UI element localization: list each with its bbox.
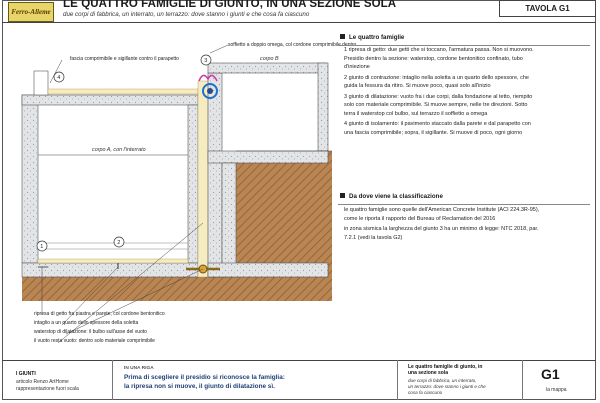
basement-slab-a	[22, 263, 198, 277]
corpo-b-wall-left	[208, 73, 222, 277]
svg-text:2: 2	[117, 240, 121, 246]
desc-sub-2: un terrazzo: dove stanno i giunti e che	[408, 384, 486, 389]
marker-2	[114, 237, 124, 247]
footer-col-divider	[397, 360, 398, 400]
riga-label: IN UNA RIGA	[124, 366, 154, 371]
label-corpo-a: corpo A, con l'interrato	[92, 147, 146, 153]
leader-line	[210, 45, 228, 53]
page-subtitle: due corpi di fabbrica, un interrato, un terrazzo: dove stanno i giunti e che cosa fa ciascuno	[63, 11, 310, 18]
classification-item-1: le quattro famiglie sono quelle dell'American Concrete Institute (ACI 224.3R-95), come le riporta il rapporto del Bureau of Reclamation del 2016	[344, 207, 540, 222]
desc-sub-1: due corpi di fabbrica, un interrato,	[408, 378, 477, 383]
parapet	[34, 71, 48, 95]
corpo-a-wall-right	[188, 105, 198, 263]
roof-slab-a	[22, 95, 198, 105]
desc-title-1: Le quattro famiglie di giunto, in	[408, 364, 483, 370]
desc-title-2: una sezione sola	[408, 370, 449, 376]
sheet-code-subtitle: la mappa	[546, 387, 567, 393]
classification-list	[344, 206, 540, 244]
callout-waterstop: waterstop di dilatazione: il bulbo sull'asse del vuoto	[34, 329, 147, 335]
families-list	[344, 46, 540, 139]
svg-text:3: 3	[204, 58, 208, 64]
slab-b	[208, 151, 328, 163]
classification-heading: Da dove viene la classificazione	[340, 193, 443, 200]
corpo-b-wall-right	[318, 63, 328, 151]
terrace-pavement	[48, 89, 198, 94]
callout-contraction-notch: intaglio a un quarto dello spessore della soletta	[34, 320, 139, 326]
series-line-2: rappresentazione fuori scala	[16, 386, 79, 392]
callout-construction-joint: ripresa di getto fra piastra e parete, col cordone bentonitico	[34, 311, 165, 317]
svg-text:4: 4	[57, 75, 61, 81]
page-title: LE QUATTRO FAMIGLIE DI GIUNTO, IN UNA SEZIONE SOLA	[63, 0, 397, 10]
footer-divider	[2, 360, 596, 361]
footer-col-divider	[112, 360, 113, 400]
bullet-square-icon	[340, 34, 345, 39]
basement-pavement	[38, 259, 188, 263]
callout-void: il vuoto resta vuoto: dentro solo materiale comprimibile	[34, 338, 155, 344]
desc-sub-3: cosa fa ciascuno	[408, 390, 443, 395]
svg-text:1: 1	[40, 244, 44, 250]
family-item-2: 2 giunto di contrazione: intaglio nella soletta a un quarto dello spessore, che guida la fessura da ritiro. Si muove poco, quasi solo all'inizio	[344, 74, 529, 90]
footer-col-divider	[522, 360, 523, 400]
classification-item-2: in zona sismica la larghezza del giunto 3 ha un minimo di legge: NTC 2018, par. 7.2.1 (vedi la tavola G2)	[344, 225, 539, 241]
series-title: I GIUNTI	[16, 371, 36, 377]
marker-3	[201, 55, 211, 65]
family-item-4: 4 giunto di isolamento: il pavimento staccato dalla parete e dal parapetto con una fascia comprimibile; sopra, il sigillante. Si muove di poco, ogni giorno	[344, 121, 531, 136]
sheet-code: G1	[541, 366, 560, 382]
family-item-1: 1 ripresa di getto: due getti che si toccano, l'armatura passa. Non si muovono. Presidio dentro la sezione: waterstop, cordone bentonitico confinato, tubo d'iniezione	[344, 47, 534, 71]
label-corpo-b: corpo B	[260, 56, 279, 62]
foundation-b	[208, 263, 328, 277]
callout-omega-bellows: soffietto a doppio omega, col cordone comprimibile dentro	[228, 42, 357, 48]
bullet-square-icon	[340, 193, 345, 198]
riga-text-1: Prima di scegliere il presidio si riconosce la famiglia:	[124, 374, 285, 381]
classification-rule	[338, 204, 590, 205]
section-drawing	[2, 23, 332, 353]
corpo-b-lower	[238, 151, 318, 263]
marker-1	[37, 241, 47, 251]
riga-text-2: la ripresa non si muove, il giunto di dilatazione sì.	[124, 383, 275, 390]
family-item-3: 3 giunto di dilatazione: vuoto fra i due corpi, dalla fondazione al tetto, riempito solo con materiale comprimibile. Si muove sempre, nelle tre direzioni. Sotto terra il waterstop col bulbo, sul terrazzo il soffietto a omega	[344, 93, 533, 117]
corpo-b-interior	[238, 73, 318, 151]
corpo-b-wall-lower	[222, 163, 236, 277]
roof-slab-b	[208, 63, 326, 73]
families-heading: Le quattro famiglie	[340, 34, 404, 41]
series-line-1: articolo Renzo ArtHome	[16, 379, 69, 385]
expansion-joint-gap	[198, 81, 208, 277]
marker-4	[54, 72, 64, 82]
sheet-number-badge: TAVOLA G1	[499, 0, 596, 17]
basement-wall-left	[22, 95, 38, 263]
callout-isolation-strip: fascia comprimibile e sigillante contro il parapetto	[70, 56, 179, 62]
brand-logo: Ferro-Alleme	[8, 2, 54, 22]
